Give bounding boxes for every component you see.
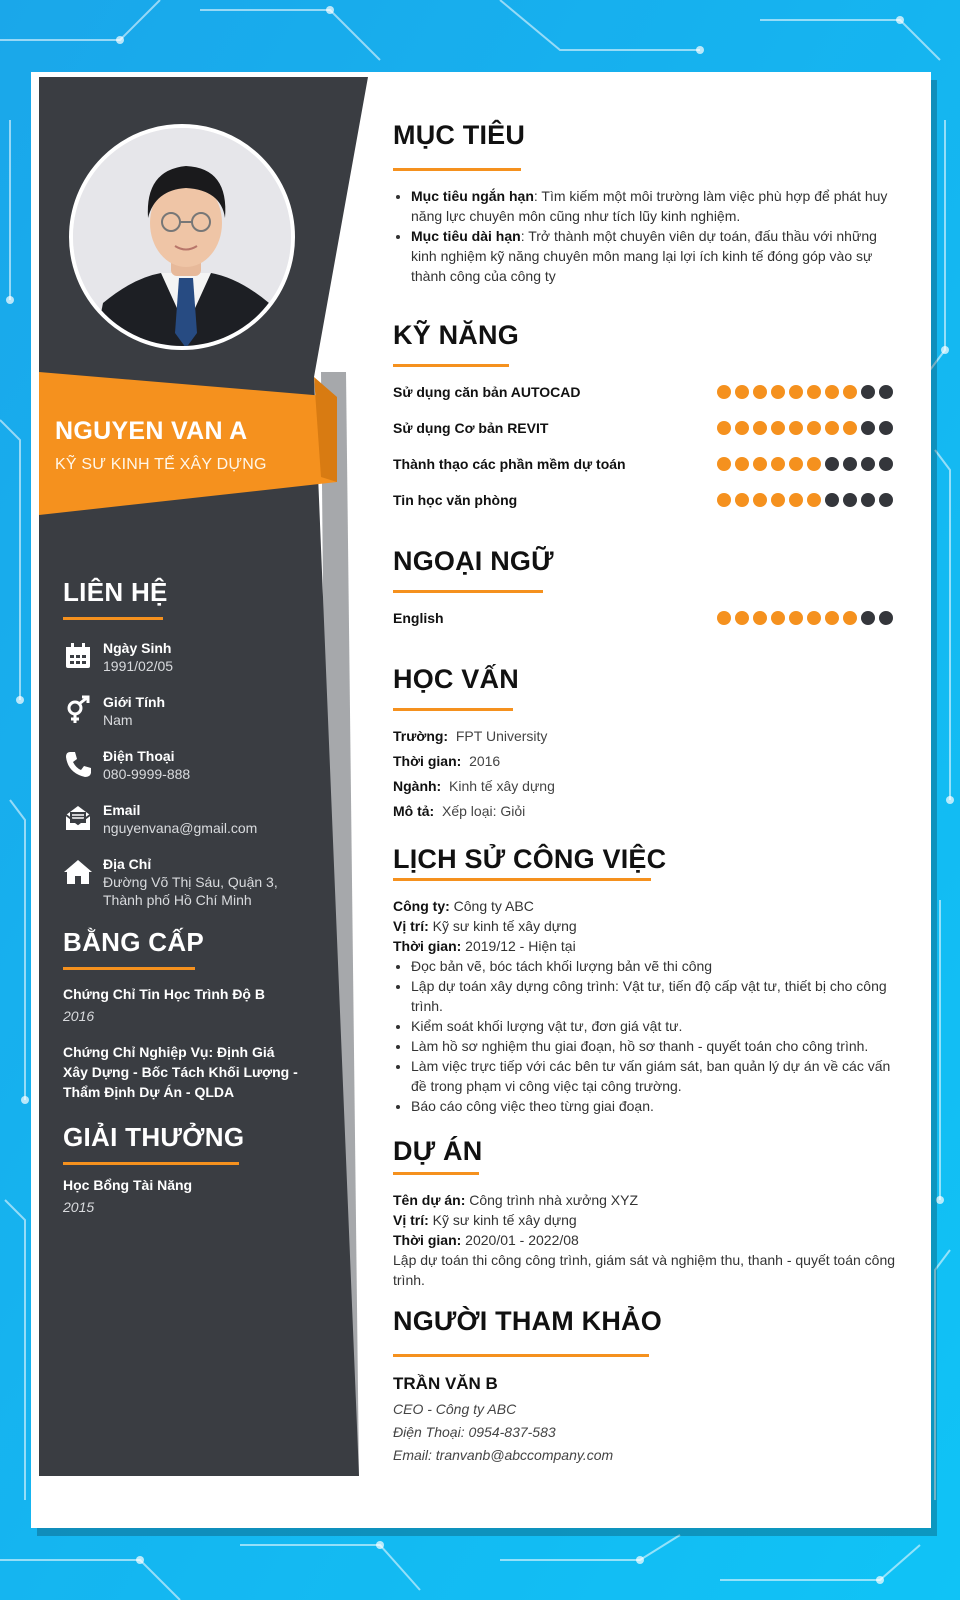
rating-dot-filled <box>771 611 785 625</box>
resume-page <box>31 72 931 1528</box>
rating-dot-empty <box>861 611 875 625</box>
awards-title-underline <box>63 1162 239 1165</box>
work-duty: • Kiểm soát khối lượng vật tư, đơn giá vật tư. <box>411 1016 898 1036</box>
project-details <box>393 1190 898 1290</box>
certificate-item <box>63 984 323 1024</box>
certificates-title-underline <box>63 967 195 970</box>
certificate-item <box>63 1042 303 1102</box>
calendar-icon <box>63 641 93 671</box>
project-title: DỰ ÁN <box>393 1136 483 1166</box>
contact-value: 1991/02/05 <box>103 658 174 674</box>
objective-item <box>411 226 898 286</box>
rating-dot-filled <box>825 421 839 435</box>
rating-dot-filled <box>843 421 857 435</box>
education-major: Ngành: Kinh tế xây dựng <box>393 778 555 794</box>
language-row <box>393 608 893 628</box>
rating-dot-empty <box>861 493 875 507</box>
rating-dot-filled <box>753 493 767 507</box>
rating-dot-filled <box>735 493 749 507</box>
rating-dot-filled <box>789 385 803 399</box>
rating-dot-filled <box>717 385 731 399</box>
rating-dot-filled <box>717 493 731 507</box>
rating-dot-filled <box>789 611 803 625</box>
rating-dot-filled <box>735 611 749 625</box>
main-content <box>393 72 913 1528</box>
rating-dot-filled <box>807 493 821 507</box>
certificate-name: Chứng Chỉ Tin Học Trình Độ B <box>63 986 265 1002</box>
rating-dot-empty <box>879 385 893 399</box>
contact-title: LIÊN HỆ <box>63 577 168 607</box>
gender-icon <box>63 695 93 725</box>
rating-dot-filled <box>753 611 767 625</box>
reference-phone: Điện Thoại: 0954-837-583 <box>393 1424 556 1440</box>
rating-dot-filled <box>825 611 839 625</box>
contact-phone <box>63 747 190 783</box>
avatar <box>69 124 295 350</box>
skill-row <box>393 418 893 438</box>
rating-dot-filled <box>735 385 749 399</box>
certificate-name: Chứng Chỉ Nghiệp Vụ: Định Giá Xây Dựng - Bốc Tách Khối Lượng - Thẩm Định Dự Án - QLDA <box>63 1044 298 1100</box>
contact-label: Ngày Sinh <box>103 640 172 656</box>
reference-role: CEO - Công ty ABC <box>393 1401 517 1417</box>
objective-item <box>411 186 898 226</box>
rating-dot-filled <box>807 385 821 399</box>
rating-dot-empty <box>879 493 893 507</box>
contact-label: Địa Chỉ <box>103 856 152 872</box>
award-item <box>63 1175 323 1215</box>
languages-title: NGOẠI NGỮ <box>393 546 554 576</box>
rating-dot-empty <box>861 385 875 399</box>
work-duty: • Báo cáo công việc theo từng giai đoạn. <box>411 1096 898 1116</box>
skill-row <box>393 490 893 510</box>
rating-dot-filled <box>771 493 785 507</box>
rating-dot-filled <box>789 421 803 435</box>
contact-section <box>63 577 323 917</box>
rating-dot-empty <box>861 457 875 471</box>
project-time: Thời gian: 2020/01 - 2022/08 <box>393 1232 579 1248</box>
contact-gender <box>63 693 165 729</box>
rating-dot-empty <box>825 457 839 471</box>
work-duty: • Lập dự toán xây dựng công trình: Vật tư, tiến độ cấp vật tư, thiết bị cho công trình. <box>411 976 898 1016</box>
rating-dot-filled <box>771 457 785 471</box>
reference-title: NGƯỜI THAM KHẢO <box>393 1306 662 1336</box>
project-position: Vị trí: Kỹ sư kinh tế xây dựng <box>393 1212 577 1228</box>
contact-title-underline <box>63 617 163 620</box>
work-title: LỊCH SỬ CÔNG VIỆC <box>393 844 667 874</box>
objective-label: Mục tiêu ngắn hạn <box>411 188 534 204</box>
rating-dot-empty <box>843 493 857 507</box>
language-name: English <box>393 610 444 626</box>
job-title: KỸ SƯ KINH TẾ XÂY DỰNG <box>55 456 267 473</box>
rating-dot-filled <box>843 385 857 399</box>
skills-title: KỸ NĂNG <box>393 320 519 350</box>
work-duty: • Làm hồ sơ nghiệm thu giai đoạn, hồ sơ thanh - quyết toán cho công trình. <box>411 1036 898 1056</box>
education-title: HỌC VẤN <box>393 664 519 694</box>
contact-value: Đường Võ Thị Sáu, Quận 3, Thành phố Hồ Chí Minh <box>103 874 278 908</box>
objective-title: MỤC TIÊU <box>393 120 526 150</box>
award-year: 2015 <box>63 1199 95 1215</box>
rating-dot-filled <box>753 457 767 471</box>
contact-address <box>63 855 303 909</box>
objective-list <box>393 186 898 286</box>
objective-label: Mục tiêu dài hạn <box>411 228 521 244</box>
skill-name: Thành thạo các phần mềm dự toán <box>393 456 626 472</box>
rating-dot-empty <box>843 457 857 471</box>
certificates-title: BẰNG CẤP <box>63 927 205 957</box>
contact-label: Điện Thoại <box>103 748 175 764</box>
reference-name: TRẦN VĂN B <box>393 1374 498 1393</box>
rating-dot-filled <box>717 421 731 435</box>
award-name: Học Bổng Tài Năng <box>63 1177 193 1193</box>
awards-title: GIẢI THƯỞNG <box>63 1122 245 1152</box>
work-company: Công ty: Công ty ABC <box>393 898 534 914</box>
full-name: NGUYEN VAN A <box>55 417 248 445</box>
skill-rating <box>713 385 893 399</box>
project-name: Tên dự án: Công trình nhà xưởng XYZ <box>393 1192 639 1208</box>
contact-value: 080-9999-888 <box>103 766 191 782</box>
work-title-underline <box>393 878 651 881</box>
skill-rating <box>713 493 893 507</box>
reference-email: Email: tranvanb@abccompany.com <box>393 1447 614 1463</box>
name-banner <box>55 417 267 474</box>
rating-dot-filled <box>771 385 785 399</box>
certificates-section <box>63 927 323 1102</box>
work-position: Vị trí: Kỹ sư kinh tế xây dựng <box>393 918 577 934</box>
contact-value: Nam <box>103 712 133 728</box>
profile-photo <box>73 128 295 350</box>
project-title-underline <box>393 1172 479 1175</box>
rating-dot-filled <box>735 421 749 435</box>
rating-dot-filled <box>717 457 731 471</box>
rating-dot-filled <box>789 493 803 507</box>
education-title-underline <box>393 708 513 711</box>
phone-icon <box>63 749 93 779</box>
contact-value: nguyenvana@gmail.com <box>103 820 258 836</box>
contact-email <box>63 801 257 837</box>
project-description: Lập dự toán thi công công trình, giám sát và nghiệm thu, thanh - quyết toán công trình. <box>393 1252 896 1288</box>
skills-title-underline <box>393 364 509 367</box>
contact-label: Email <box>103 802 141 818</box>
objective-title-underline <box>393 168 521 171</box>
awards-section <box>63 1122 323 1215</box>
objective-text: : Trở thành một chuyên viên dự toán, đấu thầu với những kinh nghiệm kỹ năng chuyên môn mang lại lợi ích kinh tế đóng góp vào sự thành công của công ty <box>411 228 877 284</box>
work-history <box>393 896 898 1116</box>
rating-dot-empty <box>825 493 839 507</box>
skill-rating <box>713 457 893 471</box>
rating-dot-filled <box>717 611 731 625</box>
rating-dot-filled <box>807 457 821 471</box>
work-duty: • Đọc bản vẽ, bóc tách khối lượng bản vẽ thi công <box>411 956 898 976</box>
objective-text: : Tìm kiếm một môi trường làm việc phù hợp để phát huy năng lực chuyên môn cũng như tích lũy kinh nghiệm. <box>411 188 888 224</box>
rating-dot-filled <box>753 385 767 399</box>
education-time: Thời gian: 2016 <box>393 753 501 769</box>
education-description: Mô tả: Xếp loại: Giỏi <box>393 803 526 819</box>
languages-title-underline <box>393 590 543 593</box>
home-icon <box>63 857 93 887</box>
rating-dot-filled <box>825 385 839 399</box>
reference-title-underline <box>393 1354 649 1357</box>
rating-dot-empty <box>861 421 875 435</box>
rating-dot-empty <box>879 457 893 471</box>
rating-dot-filled <box>735 457 749 471</box>
skill-name: Sử dụng Cơ bản REVIT <box>393 420 549 436</box>
contact-label: Giới Tính <box>103 694 166 710</box>
certificate-year: 2016 <box>63 1008 95 1024</box>
work-duty: • Làm việc trực tiếp với các bên tư vấn giám sát, ban quản lý dự án về các vấn đề trong phạm vi công việc tại công trường. <box>411 1056 898 1096</box>
rating-dot-filled <box>753 421 767 435</box>
skill-name: Sử dụng căn bản AUTOCAD <box>393 384 581 400</box>
skill-rating <box>713 421 893 435</box>
rating-dot-filled <box>789 457 803 471</box>
email-icon <box>63 803 93 833</box>
rating-dot-filled <box>807 421 821 435</box>
rating-dot-filled <box>807 611 821 625</box>
work-time: Thời gian: 2019/12 - Hiện tại <box>393 938 576 954</box>
skill-row <box>393 454 893 474</box>
language-rating <box>713 611 893 625</box>
contact-birthday <box>63 639 173 675</box>
education-school: Trường: FPT University <box>393 728 548 744</box>
work-duties <box>411 956 898 1116</box>
rating-dot-filled <box>771 421 785 435</box>
rating-dot-filled <box>843 611 857 625</box>
skill-name: Tin học văn phòng <box>393 492 518 508</box>
skill-row <box>393 382 893 402</box>
rating-dot-empty <box>879 421 893 435</box>
rating-dot-empty <box>879 611 893 625</box>
